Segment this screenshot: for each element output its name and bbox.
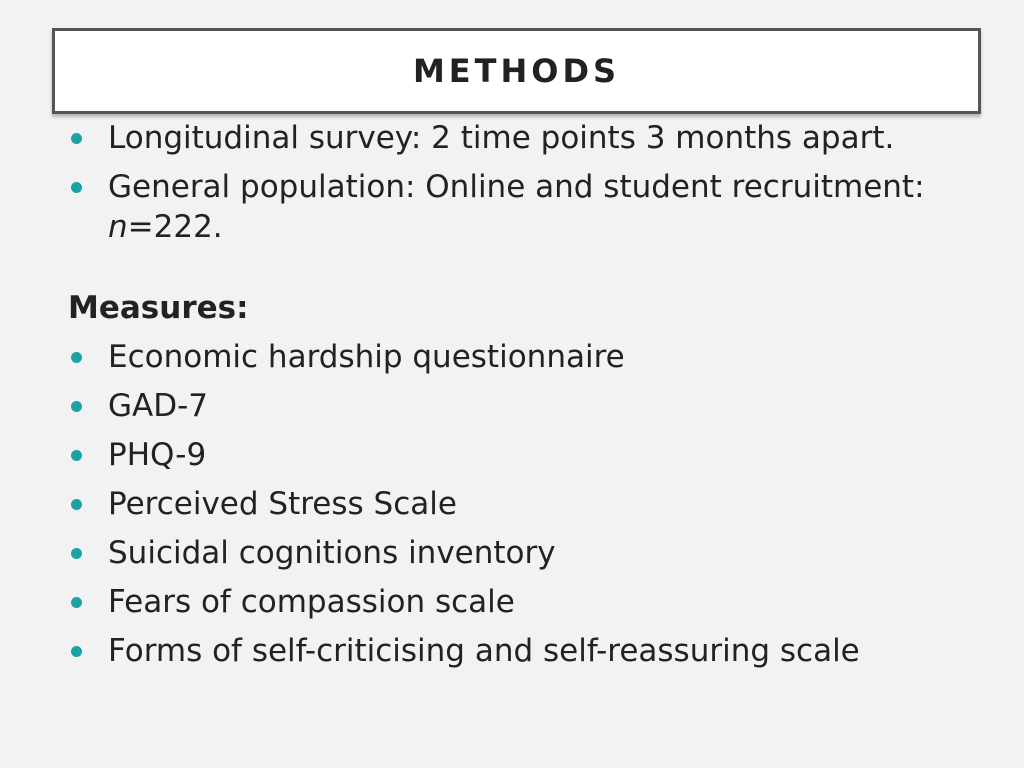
measure-text: Forms of self-criticising and self-reassuring scale bbox=[108, 633, 860, 669]
bullet-text-before: General population: Online and student recruitment: bbox=[108, 169, 925, 205]
bullet-item bbox=[68, 167, 968, 247]
measures-heading: Measures: bbox=[68, 290, 249, 326]
measure-item bbox=[68, 582, 968, 622]
bullet-item bbox=[68, 118, 968, 158]
measure-item bbox=[68, 631, 968, 671]
bullet-dot-icon bbox=[71, 597, 82, 608]
bullet-dot-icon bbox=[71, 133, 82, 144]
title-box bbox=[52, 28, 981, 114]
measure-text: Fears of compassion scale bbox=[108, 584, 515, 620]
bullet-dot-icon bbox=[71, 450, 82, 461]
measure-item bbox=[68, 435, 968, 475]
measure-text: Economic hardship questionnaire bbox=[108, 339, 625, 375]
bullet-dot-icon bbox=[71, 548, 82, 559]
bullet-text-italic: n bbox=[108, 209, 128, 245]
slide-title: METHODS bbox=[412, 52, 621, 90]
measure-item bbox=[68, 337, 968, 377]
spacer bbox=[68, 256, 968, 288]
measure-text: Suicidal cognitions inventory bbox=[108, 535, 556, 571]
bullet-dot-icon bbox=[71, 352, 82, 363]
measure-text: GAD-7 bbox=[108, 388, 209, 424]
bullet-dot-icon bbox=[71, 401, 82, 412]
bullet-dot-icon bbox=[71, 182, 82, 193]
slide-content bbox=[68, 118, 968, 680]
method-bullets bbox=[68, 118, 968, 247]
measure-item bbox=[68, 533, 968, 573]
measures-list bbox=[68, 337, 968, 671]
bullet-text-after: =222. bbox=[127, 209, 223, 245]
bullet-text: Longitudinal survey: 2 time points 3 months apart. bbox=[108, 120, 895, 156]
measure-item bbox=[68, 484, 968, 524]
measure-text: PHQ-9 bbox=[108, 437, 207, 473]
measure-text: Perceived Stress Scale bbox=[108, 486, 457, 522]
measure-item bbox=[68, 386, 968, 426]
bullet-dot-icon bbox=[71, 646, 82, 657]
bullet-dot-icon bbox=[71, 499, 82, 510]
